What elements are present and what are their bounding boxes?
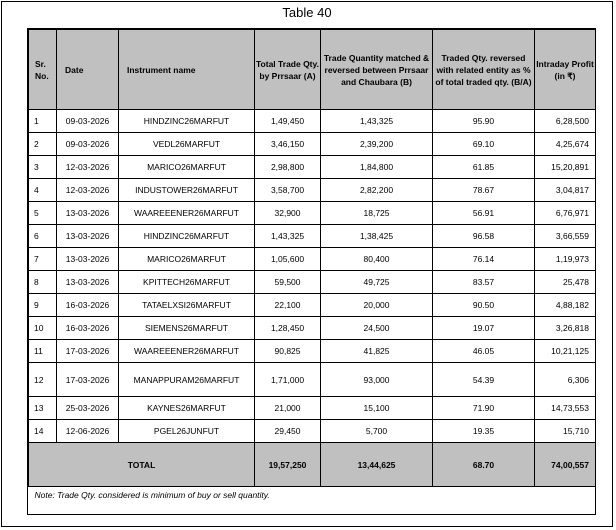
cell-total-qty: 59,500 — [255, 271, 321, 294]
cell-sr: 4 — [29, 179, 57, 202]
table-row — [29, 397, 596, 420]
cell-matched: 1,43,325 — [321, 110, 433, 133]
header-total-qty: Total Trade Qty. by Prrsaar (A) — [255, 30, 321, 110]
total-row — [29, 443, 596, 487]
cell-profit: 15,20,891 — [535, 156, 596, 179]
cell-matched: 5,700 — [321, 420, 433, 443]
cell-instrument: KAYNES26MARFUT — [119, 397, 255, 420]
header-date: Date — [57, 30, 119, 110]
cell-sr: 7 — [29, 248, 57, 271]
total-matched: 13,44,625 — [321, 443, 433, 487]
cell-total-qty: 21,000 — [255, 397, 321, 420]
cell-pct: 19.07 — [433, 317, 535, 340]
table-row — [29, 248, 596, 271]
cell-matched: 24,500 — [321, 317, 433, 340]
cell-pct: 46.05 — [433, 340, 535, 363]
cell-profit: 6,306 — [535, 363, 596, 397]
cell-profit: 15,710 — [535, 420, 596, 443]
cell-pct: 96.58 — [433, 225, 535, 248]
table-note: Note: Trade Qty. considered is minimum of buy or sell quantity. — [29, 487, 596, 504]
cell-pct: 83.57 — [433, 271, 535, 294]
header-instrument: Instrument name — [119, 30, 255, 110]
table-row — [29, 317, 596, 340]
table-row — [29, 340, 596, 363]
cell-pct: 71.90 — [433, 397, 535, 420]
cell-pct: 78.67 — [433, 179, 535, 202]
cell-date: 25-03-2026 — [57, 397, 119, 420]
cell-pct: 54.39 — [433, 363, 535, 397]
cell-date: 16-03-2026 — [57, 294, 119, 317]
cell-matched: 41,825 — [321, 340, 433, 363]
cell-profit: 14,73,553 — [535, 397, 596, 420]
cell-instrument: MARICO26MARFUT — [119, 156, 255, 179]
total-qty: 19,57,250 — [255, 443, 321, 487]
header-sr: Sr. No. — [29, 30, 57, 110]
cell-total-qty: 1,71,000 — [255, 363, 321, 397]
cell-matched: 49,725 — [321, 271, 433, 294]
cell-total-qty: 3,46,150 — [255, 133, 321, 156]
cell-instrument: MANAPPURAM26MARFUT — [119, 363, 255, 397]
cell-total-qty: 1,28,450 — [255, 317, 321, 340]
cell-date: 17-03-2026 — [57, 340, 119, 363]
cell-total-qty: 1,49,450 — [255, 110, 321, 133]
header-profit: Intraday Profit (in ₹) — [535, 30, 596, 110]
cell-sr: 1 — [29, 110, 57, 133]
cell-instrument: KPITTECH26MARFUT — [119, 271, 255, 294]
cell-total-qty: 3,58,700 — [255, 179, 321, 202]
cell-date: 12-03-2026 — [57, 156, 119, 179]
cell-instrument: HINDZINC26MARFUT — [119, 110, 255, 133]
cell-date: 09-03-2026 — [57, 133, 119, 156]
cell-pct: 76.14 — [433, 248, 535, 271]
table-row — [29, 420, 596, 443]
cell-instrument: VEDL26MARFUT — [119, 133, 255, 156]
cell-matched: 1,38,425 — [321, 225, 433, 248]
cell-instrument: PGEL26JUNFUT — [119, 420, 255, 443]
cell-profit: 3,66,559 — [535, 225, 596, 248]
cell-total-qty: 1,05,600 — [255, 248, 321, 271]
cell-date: 13-03-2026 — [57, 248, 119, 271]
cell-profit: 1,19,973 — [535, 248, 596, 271]
cell-sr: 9 — [29, 294, 57, 317]
cell-instrument: WAAREEENER26MARFUT — [119, 202, 255, 225]
cell-total-qty: 2,98,800 — [255, 156, 321, 179]
cell-instrument: WAAREEENER26MARFUT — [119, 340, 255, 363]
cell-profit: 6,28,500 — [535, 110, 596, 133]
cell-matched: 80,400 — [321, 248, 433, 271]
cell-profit: 10,21,125 — [535, 340, 596, 363]
cell-matched: 1,84,800 — [321, 156, 433, 179]
cell-sr: 8 — [29, 271, 57, 294]
cell-matched: 93,000 — [321, 363, 433, 397]
table-row — [29, 179, 596, 202]
cell-date: 13-03-2026 — [57, 271, 119, 294]
cell-sr: 3 — [29, 156, 57, 179]
cell-pct: 95.90 — [433, 110, 535, 133]
table-row — [29, 202, 596, 225]
cell-instrument: INDUSTOWER26MARFUT — [119, 179, 255, 202]
cell-instrument: TATAELXSI26MARFUT — [119, 294, 255, 317]
cell-sr: 12 — [29, 363, 57, 397]
cell-matched: 2,82,200 — [321, 179, 433, 202]
data-table — [28, 29, 596, 503]
table-title: Table 40 — [282, 5, 332, 20]
cell-date: 13-03-2026 — [57, 225, 119, 248]
cell-pct: 61.85 — [433, 156, 535, 179]
total-pct: 68.70 — [433, 443, 535, 487]
cell-matched: 2,39,200 — [321, 133, 433, 156]
cell-profit: 4,88,182 — [535, 294, 596, 317]
cell-total-qty: 90,825 — [255, 340, 321, 363]
cell-date: 16-03-2026 — [57, 317, 119, 340]
header-matched: Trade Quantity matched & reversed between Prrsaar and Chaubara (B) — [321, 30, 433, 110]
table-row — [29, 156, 596, 179]
header-pct: Traded Qty. reversed with related entity as % of total traded qty. (B/A) — [433, 30, 535, 110]
cell-date: 09-03-2026 — [57, 110, 119, 133]
cell-total-qty: 22,100 — [255, 294, 321, 317]
cell-date: 12-06-2026 — [57, 420, 119, 443]
table-row — [29, 363, 596, 397]
table-row — [29, 225, 596, 248]
cell-sr: 6 — [29, 225, 57, 248]
cell-pct: 69.10 — [433, 133, 535, 156]
cell-date: 17-03-2026 — [57, 363, 119, 397]
table-row — [29, 133, 596, 156]
cell-instrument: SIEMENS26MARFUT — [119, 317, 255, 340]
cell-sr: 5 — [29, 202, 57, 225]
cell-total-qty: 32,900 — [255, 202, 321, 225]
cell-profit: 25,478 — [535, 271, 596, 294]
cell-total-qty: 1,43,325 — [255, 225, 321, 248]
cell-pct: 19.35 — [433, 420, 535, 443]
table-row — [29, 294, 596, 317]
cell-total-qty: 29,450 — [255, 420, 321, 443]
cell-pct: 90.50 — [433, 294, 535, 317]
cell-profit: 6,76,971 — [535, 202, 596, 225]
cell-matched: 20,000 — [321, 294, 433, 317]
total-label: TOTAL — [29, 443, 255, 487]
table-container — [27, 28, 596, 515]
cell-matched: 18,725 — [321, 202, 433, 225]
cell-matched: 15,100 — [321, 397, 433, 420]
note-row — [29, 487, 596, 504]
cell-sr: 13 — [29, 397, 57, 420]
cell-sr: 11 — [29, 340, 57, 363]
cell-profit: 3,04,817 — [535, 179, 596, 202]
cell-date: 12-03-2026 — [57, 179, 119, 202]
cell-sr: 14 — [29, 420, 57, 443]
table-row — [29, 110, 596, 133]
cell-sr: 2 — [29, 133, 57, 156]
total-profit: 74,00,557 — [535, 443, 596, 487]
cell-sr: 10 — [29, 317, 57, 340]
cell-pct: 56.91 — [433, 202, 535, 225]
cell-profit: 3,26,818 — [535, 317, 596, 340]
table-row — [29, 271, 596, 294]
cell-instrument: HINDZINC26MARFUT — [119, 225, 255, 248]
header-row — [29, 30, 596, 110]
cell-date: 13-03-2026 — [57, 202, 119, 225]
cell-profit: 4,25,674 — [535, 133, 596, 156]
cell-instrument: MARICO26MARFUT — [119, 248, 255, 271]
